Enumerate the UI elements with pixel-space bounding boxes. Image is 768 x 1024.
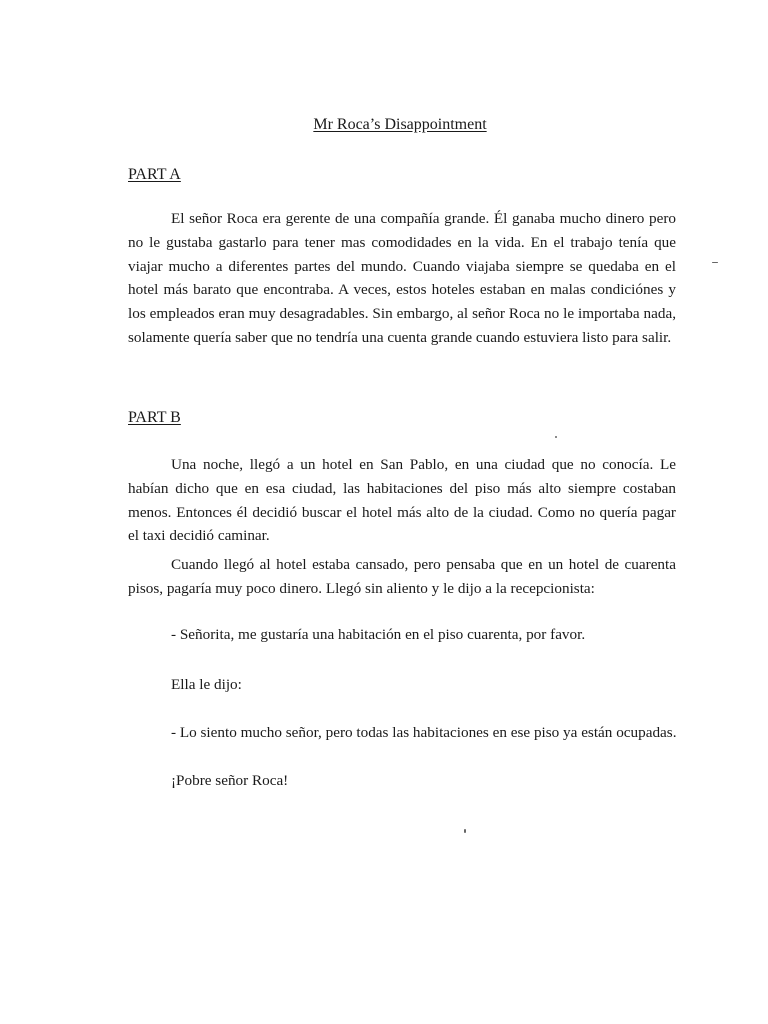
part-b-paragraph-2: Cuando llegó al hotel estaba cansado, pero pensaba que en un hotel de cuarenta pisos, pagaría muy poco dinero. Llegó sin aliento y le dijo a la recepcionista:	[128, 556, 676, 597]
part-a-paragraph: El señor Roca era gerente de una compañía grande. Él ganaba mucho dinero pero no le gustaba gastarlo para tener mas comodidades en la vida. En el trabajo tenía que viajar mucho a diferentes partes del mundo. Cuando viajaba siempre se quedaba en el hotel más barato que encontraba. A veces, estos hoteles estaban en malas condiciónes y los empleados eran muy desagradables. Sin embargo, al señor Roca no le importaba nada, solamente quería saber que no tendría una cuenta grande cuando estuviera listo para salir.	[128, 210, 676, 346]
dialogue-line-1: - Señorita, me gustaría una habitación en el piso cuarenta, por favor.	[171, 626, 586, 643]
narration-line: Ella le dijo:	[171, 676, 242, 693]
part-b-paragraph-1: Una noche, llegó a un hotel en San Pablo, en una ciudad que no conocía. Le habían dicho que en esa ciudad, las habitaciones del piso más alto siempre costaban menos. Entonces él decidió buscar el hotel más alto de la ciudad. Como no quería pagar el taxi decidió caminar.	[128, 456, 676, 545]
scan-speck	[712, 262, 718, 263]
part-b-heading: PART B	[128, 409, 181, 426]
dialogue-line-2: - Lo siento mucho señor, pero todas las habitaciones en ese piso ya están ocupadas.	[171, 724, 677, 741]
part-a-heading: PART A	[128, 166, 181, 183]
scan-speck	[464, 829, 466, 833]
ending-line: ¡Pobre señor Roca!	[171, 772, 289, 789]
scan-speck	[555, 436, 557, 438]
document-title: Mr Roca’s Disappointment	[313, 116, 487, 133]
